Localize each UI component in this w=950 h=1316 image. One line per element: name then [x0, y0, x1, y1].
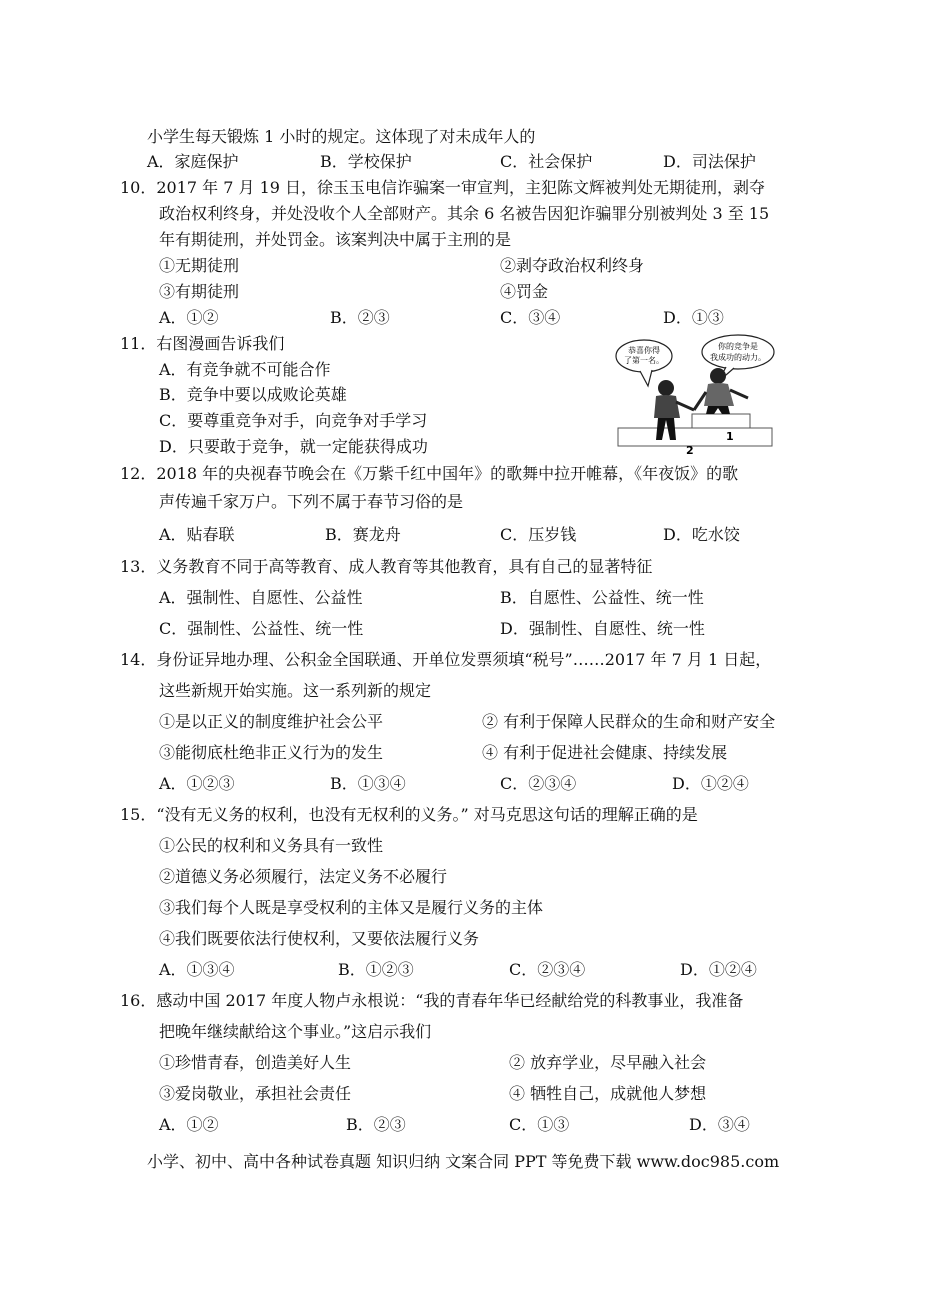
q12-stem: 12．2018 年的央视春节晚会在《万紫千红中国年》的歌舞中拉开帷幕，《年夜饭》的歌: [120, 464, 739, 483]
q15-option-d: D．①②④: [680, 960, 757, 979]
q14-statement-1: ①是以正义的制度维护社会公平: [159, 712, 384, 731]
q16-statement-1: ①珍惜青春，创造美好人生: [159, 1053, 352, 1072]
q10-statement-3: ③有期徒刑: [159, 282, 240, 301]
q12-stem-2: 声传遍千家万户。下列不属于春节习俗的是: [159, 492, 464, 511]
q11-option-d: D．只要敢于竞争，就一定能获得成功: [159, 437, 428, 456]
q14-statement-3: ③能彻底杜绝非正义行为的发生: [159, 743, 384, 762]
q15-statement-2: ②道德义务必须履行，法定义务不必履行: [159, 867, 448, 886]
q12-option-d: D．吃水饺: [663, 525, 740, 544]
q14-option-d: D．①②④: [672, 774, 749, 793]
q16-option-b: B．②③: [346, 1115, 406, 1134]
q16-option-c: C．①③: [509, 1115, 570, 1134]
q10-option-c: C．③④: [500, 308, 561, 327]
q16-option-d: D．③④: [689, 1115, 750, 1134]
podium-step-1: 1: [726, 430, 734, 443]
q10-statement-2: ②剥夺政治权利终身: [500, 256, 645, 275]
q12-option-b: B．赛龙舟: [325, 525, 401, 544]
q15-statement-1: ①公民的权利和义务具有一致性: [159, 836, 384, 855]
q15-stem: 15．“没有无义务的权利，也没有无权利的义务。” 对马克思这句话的理解正确的是: [120, 805, 698, 824]
q12-option-c: C．压岁钱: [500, 525, 577, 544]
q15-statement-4: ④我们既要依法行使权利，又要依法履行义务: [159, 929, 480, 948]
q11-option-c: C．要尊重竞争对手，向竞争对手学习: [159, 411, 428, 430]
q10-statement-4: ④罚金: [500, 282, 549, 301]
q10-option-b: B．②③: [330, 308, 390, 327]
q16-stem-2: 把晚年继续献给这个事业。”这启示我们: [159, 1022, 432, 1041]
q16-statement-4: ④ 牺牲自己，成就他人梦想: [509, 1084, 707, 1103]
q10-stem-3: 年有期徒刑，并处罚金。该案判决中属于主刑的是: [159, 230, 512, 249]
q9-option-b: B．学校保护: [320, 152, 412, 171]
competition-cartoon: [614, 332, 776, 456]
q15-option-a: A．①③④: [159, 960, 235, 979]
q16-statement-2: ② 放弃学业，尽早融入社会: [509, 1053, 707, 1072]
q9-option-d: D．司法保护: [663, 152, 756, 171]
q14-stem-2: 这些新规开始实施。这一系列新的规定: [159, 681, 432, 700]
bubble-left-line-2: 了第一名。: [624, 356, 664, 365]
q16-option-a: A．①②: [159, 1115, 219, 1134]
q10-stem: 10．2017 年 7 月 19 日，徐玉玉电信诈骗案一审宣判，主犯陈文辉被判处无期徒刑，剥夺: [120, 178, 766, 197]
q14-option-c: C．②③④: [500, 774, 577, 793]
q9-option-a: A．家庭保护: [147, 152, 239, 171]
bubble-left-line-1: 恭喜你得: [628, 346, 660, 355]
q13-option-a: A．强制性、自愿性、公益性: [159, 588, 363, 607]
q13-stem: 13．义务教育不同于高等教育、成人教育等其他教育，具有自己的显著特征: [120, 557, 653, 576]
q14-option-b: B．①③④: [330, 774, 406, 793]
q11-option-b: B．竞争中要以成败论英雄: [159, 385, 347, 404]
figure-first-place: [694, 368, 748, 414]
q11-option-a: A．有竞争就不可能合作: [159, 360, 331, 379]
bubble-right-line-2: 我成功的动力。: [710, 353, 766, 362]
q16-statement-3: ③爱岗敬业，承担社会责任: [159, 1084, 352, 1103]
q12-option-a: A．贴春联: [159, 525, 235, 544]
q15-option-b: B．①②③: [338, 960, 414, 979]
q15-statement-3: ③我们每个人既是享受权利的主体又是履行义务的主体: [159, 898, 544, 917]
q15-option-c: C．②③④: [509, 960, 586, 979]
bubble-right-line-1: 你的竞争是: [718, 342, 758, 351]
q9-stem-end: 小学生每天锻炼 1 小时的规定。这体现了对未成年人的: [147, 127, 536, 146]
podium-step-2: 2: [686, 444, 694, 456]
q10-stem-2: 政治权利终身，并处没收个人全部财产。其余 6 名被告因犯诈骗罪分别被判处 3 至 15: [159, 204, 770, 223]
q13-option-c: C．强制性、公益性、统一性: [159, 619, 364, 638]
q13-option-d: D．强制性、自愿性、统一性: [500, 619, 705, 638]
q10-option-d: D．①③: [663, 308, 724, 327]
q16-stem: 16．感动中国 2017 年度人物卢永根说：“我的青春年华已经献给党的科教事业，我准备: [120, 991, 744, 1010]
q14-stem: 14．身份证异地办理、公积金全国联通、开单位发票须填“税号”……2017 年 7 月 1 日起，: [120, 650, 772, 669]
page-footer: 小学、初中、高中各种试卷真题 知识归纳 文案合同 PPT 等免费下载 www.doc985.com: [147, 1152, 780, 1171]
q11-stem: 11．右图漫画告诉我们: [120, 334, 285, 353]
q9-option-c: C．社会保护: [500, 152, 593, 171]
q10-statement-1: ①无期徒刑: [159, 256, 240, 275]
q14-option-a: A．①②③: [159, 774, 235, 793]
q13-option-b: B．自愿性、公益性、统一性: [500, 588, 704, 607]
q10-option-a: A．①②: [159, 308, 219, 327]
q14-statement-2: ② 有利于保障人民群众的生命和财产安全: [482, 712, 776, 731]
q14-statement-4: ④ 有利于促进社会健康、持续发展: [482, 743, 728, 762]
